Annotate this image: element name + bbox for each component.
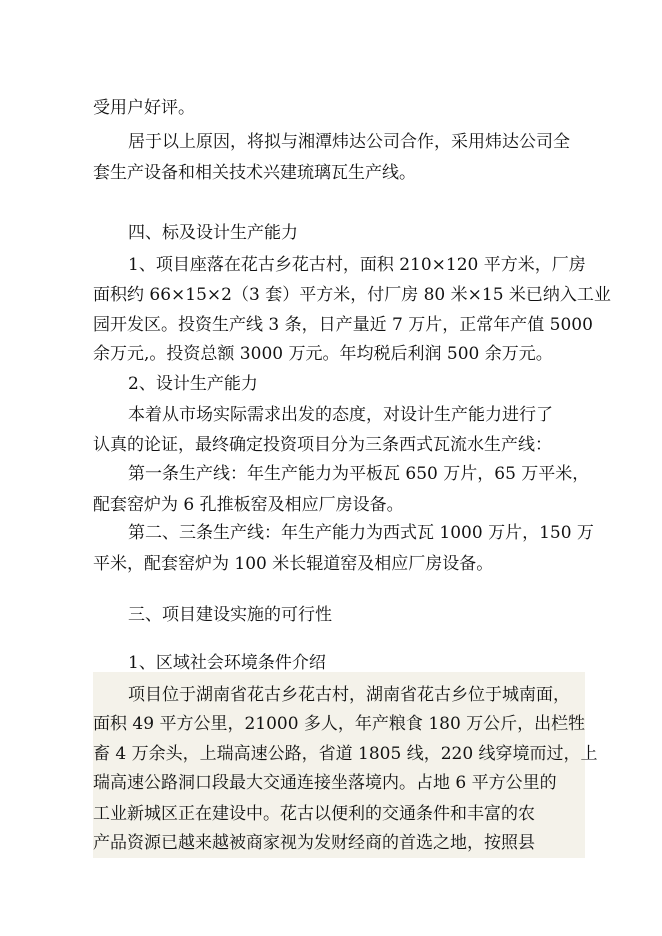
text-line: 受用户好评。 bbox=[93, 98, 195, 118]
subsection-heading: 1、区域社会环境条件介绍 bbox=[128, 653, 326, 673]
section-heading: 四、标及设计生产能力 bbox=[128, 223, 298, 243]
text-line: 面积约 66×15×2（3 套）平方米，付厂房 80 米×15 米已纳入工业 bbox=[93, 285, 611, 305]
text-line: 产品资源已越来越被商家视为发财经商的首选之地，按照县 bbox=[93, 833, 535, 853]
text-line: 认真的论证，最终确定投资项目分为三条西式瓦流水生产线： bbox=[93, 435, 552, 455]
text-line: 畜 4 万余头，上瑞高速公路，省道 1805 线，220 线穿境而过，上 bbox=[93, 744, 598, 764]
text-line: 项目位于湖南省花古乡花古村，湖南省花古乡位于城南面， bbox=[128, 685, 570, 705]
text-line: 余万元,。投资总额 3000 万元。年均税后利润 500 余万元。 bbox=[93, 344, 553, 364]
text-line: 第二、三条生产线：年生产能力为西式瓦 1000 万片，150 万 bbox=[128, 523, 594, 543]
text-line: 配套窑炉为 6 孔推板窑及相应厂房设备。 bbox=[93, 495, 404, 515]
text-line: 面积 49 平方公里，21000 多人，年产粮食 180 万公斤，出栏牲 bbox=[93, 714, 586, 734]
text-line: 1、项目座落在花古乡花古村，面积 210×120 平方米，厂房 bbox=[128, 255, 586, 275]
text-line: 居于以上原因，将拟与湘潭炜达公司合作，采用炜达公司全 bbox=[128, 132, 570, 152]
text-line: 工业新城区正在建设中。花古以便利的交通条件和丰富的农 bbox=[93, 804, 535, 824]
text-line: 第一条生产线：年生产能力为平板瓦 650 万片，65 万平米， bbox=[128, 464, 590, 484]
text-line: 瑞高速公路洞口段最大交通连接坐落境内。占地 6 平方公里的 bbox=[93, 773, 557, 793]
text-line: 本着从市场实际需求出发的态度，对设计生产能力进行了 bbox=[128, 405, 553, 425]
text-line: 套生产设备和相关技术兴建琉璃瓦生产线。 bbox=[93, 163, 416, 183]
subsection-heading: 2、设计生产能力 bbox=[128, 374, 258, 394]
text-line: 平米，配套窑炉为 100 米长辊道窑及相应厂房设备。 bbox=[93, 554, 494, 574]
text-line: 园开发区。投资生产线 3 条，日产量近 7 万片，正常年产值 5000 bbox=[93, 315, 593, 335]
section-heading: 三、项目建设实施的可行性 bbox=[128, 605, 332, 625]
